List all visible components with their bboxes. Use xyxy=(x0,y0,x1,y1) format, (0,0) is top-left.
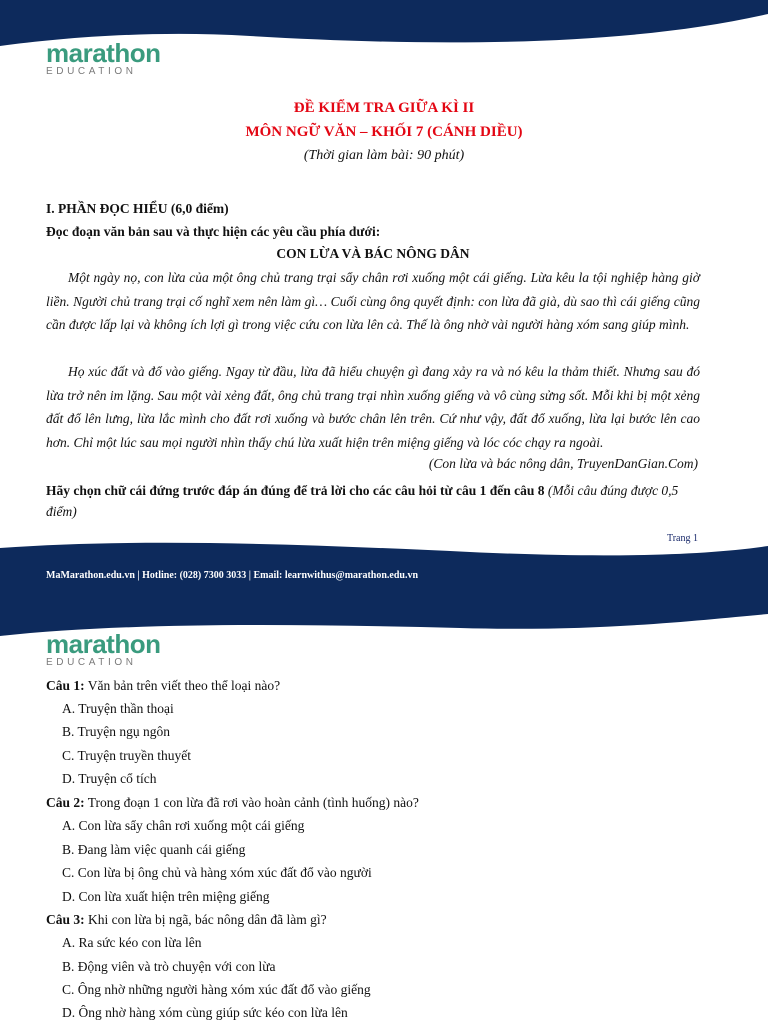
subject-title: MÔN NGỮ VĂN – KHỐI 7 (CÁNH DIỀU) xyxy=(245,124,523,140)
page-number: Trang 1 xyxy=(666,533,698,544)
question-text: Trong đoạn 1 con lừa đã rơi vào hoàn cảnh (tình huống) nào? xyxy=(87,795,419,810)
question-label: Câu 3: xyxy=(46,912,85,927)
mcq-instruction xyxy=(46,480,700,522)
question-text: Văn bản trên viết theo thể loại nào? xyxy=(87,678,281,693)
question-2 xyxy=(46,794,706,812)
q1-option-a[interactable]: A. Truyện thần thoại xyxy=(62,701,174,716)
story-title: CON LỪA VÀ BÁC NÔNG DÂN xyxy=(276,246,470,261)
q2-option-a[interactable]: A. Con lừa sẩy chân rơi xuống một cái giếng xyxy=(62,818,305,833)
story-source: (Con lừa và bác nông dân, TruyenDanGian.Com) xyxy=(428,456,698,471)
q2-option-c[interactable]: C. Con lừa bị ông chủ và hàng xóm xúc đất đổ vào người xyxy=(62,865,372,880)
logo xyxy=(46,40,160,78)
question-text: Khi con lừa bị ngã, bác nông dân đã làm gì? xyxy=(88,912,327,927)
logo-wordmark: marathon xyxy=(46,38,161,68)
section-heading: I. PHẦN ĐỌC HIỂU (6,0 điểm) xyxy=(46,201,229,216)
mcq-instruction-bold: Hãy chọn chữ cái đứng trước đáp án đúng để trả lời cho các câu hỏi từ câu 1 đến câu 8 xyxy=(46,483,545,498)
time-note: (Thời gian làm bài: 90 phút) xyxy=(303,148,465,163)
reading-instruction: Đọc đoạn văn bản sau và thực hiện các yêu cầu phía dưới: xyxy=(46,224,381,239)
logo-subtitle: EDUCATION xyxy=(46,657,137,668)
footer-band xyxy=(0,532,768,642)
story-paragraph-1: Một ngày nọ, con lừa của một ông chủ trang trại sẩy chân rơi xuống một cái giếng. Lừa kêu la tội nghiệp hàng giờ liền. Người chủ trang trại cố nghĩ xem nên làm gì… Cuối cùng ông quyết định: con lừa đã già, dù sao thì cái giếng cũng cần được lấp lại và không ích lợi gì trong việc cứu con lừa lên cả. Thế là ông nhờ vài người hàng xóm sang giúp mình. xyxy=(46,270,700,332)
footer-contact: MaMarathon.edu.vn | Hotline: (028) 7300 3033 | Email: learnwithus@marathon.edu.vn xyxy=(46,570,419,581)
q2-option-b[interactable]: B. Đang làm việc quanh cái giếng xyxy=(62,842,246,857)
q1-option-d[interactable]: D. Truyện cổ tích xyxy=(62,771,157,786)
logo-subtitle: EDUCATION xyxy=(46,66,137,77)
question-3 xyxy=(46,911,706,929)
q3-option-d[interactable]: D. Ông nhờ hàng xóm cùng giúp sức kéo con lừa lên xyxy=(62,1005,348,1020)
question-1 xyxy=(46,677,706,695)
q3-option-c[interactable]: C. Ông nhờ những người hàng xóm xúc đất đổ vào giếng xyxy=(62,982,371,997)
exam-title: ĐỀ KIỂM TRA GIỮA KÌ II xyxy=(293,100,475,116)
question-label: Câu 1: xyxy=(46,678,85,693)
mcq-instruction-italic: (Mỗi câu đúng được 0,5 điểm) xyxy=(46,483,679,519)
logo-page-2 xyxy=(46,631,160,669)
story-paragraph-2: Họ xúc đất và đổ vào giếng. Ngay từ đầu, lừa đã hiểu chuyện gì đang xảy ra và nó kêu la thảm thiết. Nhưng sau đó lừa trở nên im lặng. Sau một vài xẻng đất, ông chủ trang trại nhìn xuống giếng và vô cùng sửng sốt. Mỗi khi bị một xẻng đất đổ lên lưng, lừa lắc mình cho đất rơi xuống và bước chân lên trên. Cứ như vậy, đất đổ xuống, lừa lại bước lên cao hơn. Chỉ một lúc sau mọi người nhìn thấy chú lừa xuất hiện trên miệng giếng và lóc cóc chạy ra ngoài. xyxy=(46,364,700,450)
q1-option-b[interactable]: B. Truyện ngụ ngôn xyxy=(62,724,171,739)
logo-wordmark: marathon xyxy=(46,629,161,659)
q2-option-d[interactable]: D. Con lừa xuất hiện trên miệng giếng xyxy=(62,889,270,904)
question-label: Câu 2: xyxy=(46,795,85,810)
q3-option-b[interactable]: B. Động viên và trò chuyện với con lừa xyxy=(62,959,276,974)
q1-option-c[interactable]: C. Truyện truyền thuyết xyxy=(62,748,192,763)
q3-option-a[interactable]: A. Ra sức kéo con lừa lên xyxy=(62,935,202,950)
